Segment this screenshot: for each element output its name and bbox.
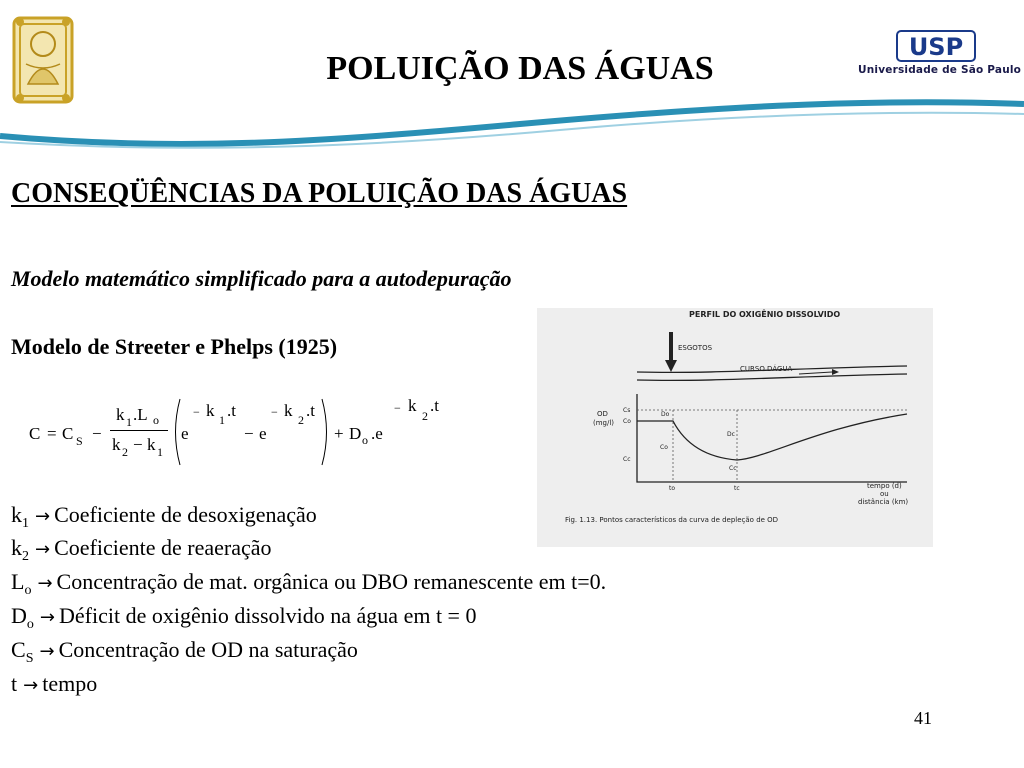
formula-d-sub: o xyxy=(362,433,368,447)
formula-plus: + xyxy=(334,424,344,443)
legend-symbol-sub: S xyxy=(25,651,34,666)
legend-symbol-sub: 1 xyxy=(22,516,29,531)
formula-exp2-k: k xyxy=(284,401,293,420)
x-axis-label-ou: ou xyxy=(880,490,889,498)
legend-text: Coeficiente de reaeração xyxy=(54,535,272,560)
x-axis-label-distancia: distância (km) xyxy=(858,498,909,506)
formula-exp3-t: .t xyxy=(430,396,439,415)
figure-paper xyxy=(537,308,933,547)
legend-symbol-sub: o xyxy=(26,617,34,632)
legend-symbol: t xyxy=(11,671,18,696)
formula-den-k2: k xyxy=(112,435,121,454)
legend-text: Concentração de mat. orgânica ou DBO remanescente em t=0. xyxy=(56,569,607,594)
formula-e2: e xyxy=(259,424,267,443)
label-dc: Dc xyxy=(727,431,735,438)
legend-item-cs xyxy=(11,637,358,666)
legend-item-do xyxy=(11,603,477,632)
usp-logo-text: USP xyxy=(908,33,964,61)
arrow-right-icon: → xyxy=(23,675,39,696)
formula-exp2-t: .t xyxy=(306,401,315,420)
label-do: Do xyxy=(661,411,670,418)
model-name: Modelo de Streeter e Phelps (1925) xyxy=(11,334,338,359)
formula-minus: − xyxy=(92,424,102,443)
arrow-right-icon: → xyxy=(35,539,51,560)
arrow-right-icon: → xyxy=(39,607,55,628)
formula-exp3-sub: 2 xyxy=(422,409,428,423)
formula-exp1-sub: 1 xyxy=(219,413,225,427)
label-cc: Cc xyxy=(729,465,737,472)
y-axis-label-od: OD xyxy=(597,410,608,418)
axis-label-co: Co xyxy=(623,418,631,425)
wave-divider xyxy=(0,92,1024,152)
formula-exp2-minus: − xyxy=(271,405,278,419)
formula-eq: = xyxy=(47,424,57,443)
axis-label-cc: Cc xyxy=(623,456,631,463)
legend-item-lo xyxy=(11,569,607,598)
legend-symbol-sub: o xyxy=(24,583,32,598)
legend-symbol: L xyxy=(11,569,25,594)
legend-text: Coeficiente de desoxigenação xyxy=(54,502,317,527)
oxygen-profile-figure xyxy=(537,308,933,547)
arrow-right-icon: → xyxy=(35,506,51,527)
x-axis-label-tempo: tempo (d) xyxy=(867,482,902,490)
formula-cs-sub: S xyxy=(76,434,83,448)
formula-num-l: .L xyxy=(133,405,148,424)
formula-num-k: k xyxy=(116,405,125,424)
tick-to: to xyxy=(669,485,676,492)
arrow-right-icon: → xyxy=(39,641,55,662)
formula-exp3-k: k xyxy=(408,396,417,415)
formula-minus2: − xyxy=(244,424,254,443)
legend-text: Concentração de OD na saturação xyxy=(58,637,358,662)
formula-cs: C xyxy=(62,424,74,443)
legend-symbol: C xyxy=(11,637,26,662)
fraction-bar xyxy=(110,430,168,431)
figure-title: PERFIL DO OXIGÊNIO DISSOLVIDO xyxy=(689,310,841,319)
legend-item-k1 xyxy=(11,502,317,531)
formula-d: D xyxy=(349,424,362,443)
legend-item-k2 xyxy=(11,535,272,564)
page-title: POLUIÇÃO DAS ÁGUAS xyxy=(326,50,714,87)
legend-text: tempo xyxy=(42,671,98,696)
formula-den-k1: k xyxy=(147,435,156,454)
arrow-right-icon: → xyxy=(37,573,53,594)
formula-exp1-minus: − xyxy=(193,405,200,419)
formula-den-minus: − xyxy=(133,435,143,454)
formula-exp1-k: k xyxy=(206,401,215,420)
formula-den-k2-sub: 2 xyxy=(122,445,128,459)
formula-exp3-minus: − xyxy=(394,401,401,415)
formula-exp1-t: .t xyxy=(227,401,236,420)
model-subtitle: Modelo matemático simplificado para a autodepuração xyxy=(11,266,512,291)
figure-caption: Fig. 1.13. Pontos característicos da curva de depleção de OD xyxy=(565,516,779,524)
formula-dot-e: .e xyxy=(371,424,383,443)
legend-symbol: k xyxy=(11,502,22,527)
esgotos-label: ESGOTOS xyxy=(678,344,713,352)
legend-text: Déficit de oxigênio dissolvido na água em t = 0 xyxy=(58,603,477,628)
formula-e1: e xyxy=(181,424,189,443)
page-number: 41 xyxy=(914,708,932,728)
legend-symbol: D xyxy=(11,603,27,628)
label-co: Co xyxy=(660,444,668,451)
section-heading: CONSEQÜÊNCIAS DA POLUIÇÃO DAS ÁGUAS xyxy=(11,178,628,209)
tick-tc: tc xyxy=(734,485,740,492)
formula-den-k1-sub: 1 xyxy=(157,445,163,459)
legend-symbol: k xyxy=(11,535,22,560)
formula-num-k-sub: 1 xyxy=(126,415,132,429)
legend-item-t xyxy=(11,673,97,695)
right-parenthesis xyxy=(320,397,332,467)
y-axis-label-unit: (mg/l) xyxy=(593,419,615,427)
legend-symbol-sub: 2 xyxy=(22,549,29,564)
university-name: Universidade de São Paulo xyxy=(858,64,1022,76)
formula-c: C xyxy=(29,424,41,443)
formula-exp2-sub: 2 xyxy=(298,413,304,427)
formula-num-l-sub: o xyxy=(153,413,159,427)
curso-label: CURSO DÁGUA xyxy=(740,365,793,373)
axis-label-cs: Cs xyxy=(623,407,631,414)
